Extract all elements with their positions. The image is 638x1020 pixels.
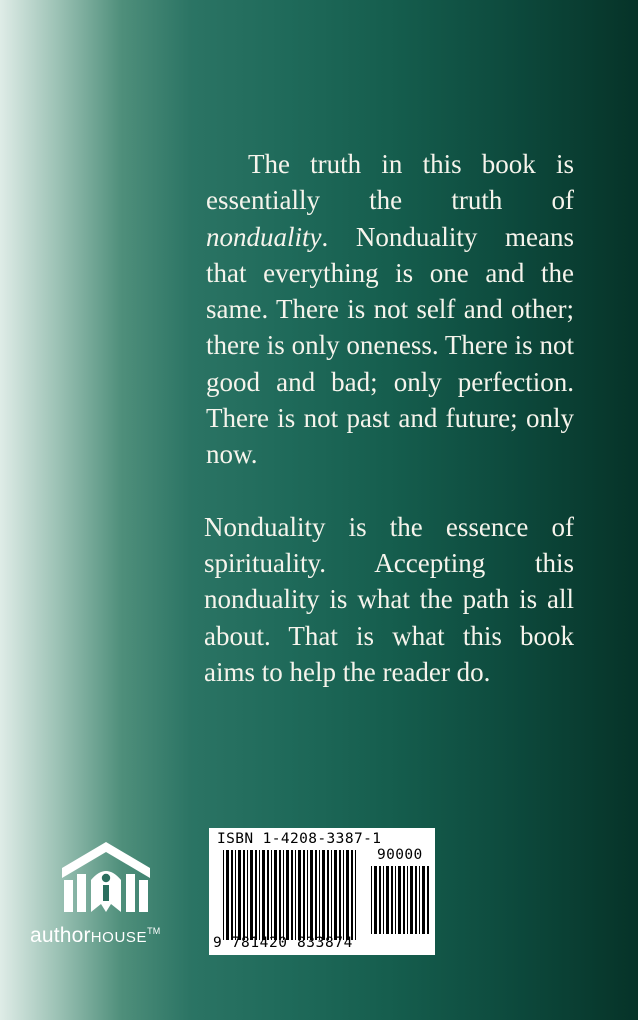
barcode-bar: [235, 850, 236, 940]
blurb-paragraph-1: [204, 146, 574, 473]
back-cover-blurb: [204, 146, 574, 690]
barcode-bar: [223, 850, 224, 940]
barcode-bar: [315, 850, 317, 940]
barcode-bar: [331, 850, 332, 940]
barcode-bar: [374, 866, 377, 934]
barcode-bar: [427, 866, 429, 934]
barcode-bar: [283, 850, 284, 940]
barcode-bar: [343, 850, 344, 940]
trademark-mark: TM: [147, 926, 161, 936]
barcode-bar: [295, 850, 296, 940]
authorhouse-logo-icon: [58, 838, 154, 918]
barcode-bar: [415, 866, 417, 934]
ean-number: 9 781420 833874: [213, 935, 353, 951]
barcode-bar: [334, 850, 337, 940]
barcode-bar: [346, 850, 349, 940]
barcode-bar: [255, 850, 257, 940]
barcode-bar: [298, 850, 301, 940]
blurb-p1-term: nonduality: [206, 221, 322, 252]
publisher-name: [30, 924, 161, 948]
barcode-bar: [410, 866, 413, 934]
price-code: 90000: [377, 847, 423, 863]
barcode-bar: [271, 850, 272, 940]
barcode-bar: [351, 850, 353, 940]
barcode-bar: [339, 850, 341, 940]
blurb-paragraph-2: Nonduality is the essence of spirituality. Accepting this nonduality is what the path is all about. That is what this book aims to help the reader do.: [204, 511, 574, 687]
barcode-bar: [355, 850, 356, 940]
barcode-bar: [226, 850, 229, 940]
barcode-bar: [383, 866, 384, 934]
barcode-bar: [327, 850, 329, 940]
barcode-bar: [319, 850, 320, 940]
barcode-bar: [267, 850, 269, 940]
barcode-bar: [391, 866, 393, 934]
barcode-bar: [286, 850, 289, 940]
barcode-bar: [243, 850, 245, 940]
publisher-logo: [30, 838, 198, 953]
barcode-bar: [259, 850, 260, 940]
barcode-bar: [386, 866, 389, 934]
barcode-bar: [403, 866, 405, 934]
barcode-bar: [371, 866, 372, 934]
barcode-bar: [407, 866, 408, 934]
barcode-bar: [238, 850, 241, 940]
barcode-bar: [247, 850, 248, 940]
barcode-bar: [250, 850, 253, 940]
barcode-bar: [231, 850, 233, 940]
isbn-label: ISBN 1-4208-3387-1: [217, 831, 382, 847]
barcode-bar: [398, 866, 401, 934]
barcode-bar: [395, 866, 396, 934]
barcode-bar: [379, 866, 381, 934]
isbn-barcode: [209, 828, 435, 955]
publisher-name-upper: HOUSE: [90, 929, 148, 946]
barcode-bar: [419, 866, 420, 934]
blurb-p1-rest: . Nonduality means that everything is one and the same. There is not self and other; there is only oneness. There is not good and bad; only perfection. There is not past and future; only now.: [206, 221, 574, 470]
barcode-bar: [291, 850, 293, 940]
barcode-bar: [274, 850, 277, 940]
barcode-bar: [422, 866, 425, 934]
barcode-bar: [303, 850, 305, 940]
barcode-bar: [307, 850, 308, 940]
barcode-bar: [310, 850, 313, 940]
barcode-bar: [322, 850, 325, 940]
barcode-bar: [262, 850, 265, 940]
barcode-bar: [279, 850, 281, 940]
publisher-name-lower: author: [30, 924, 91, 947]
blurb-p1-lead: The truth in this book is essentially the truth of: [206, 149, 574, 216]
